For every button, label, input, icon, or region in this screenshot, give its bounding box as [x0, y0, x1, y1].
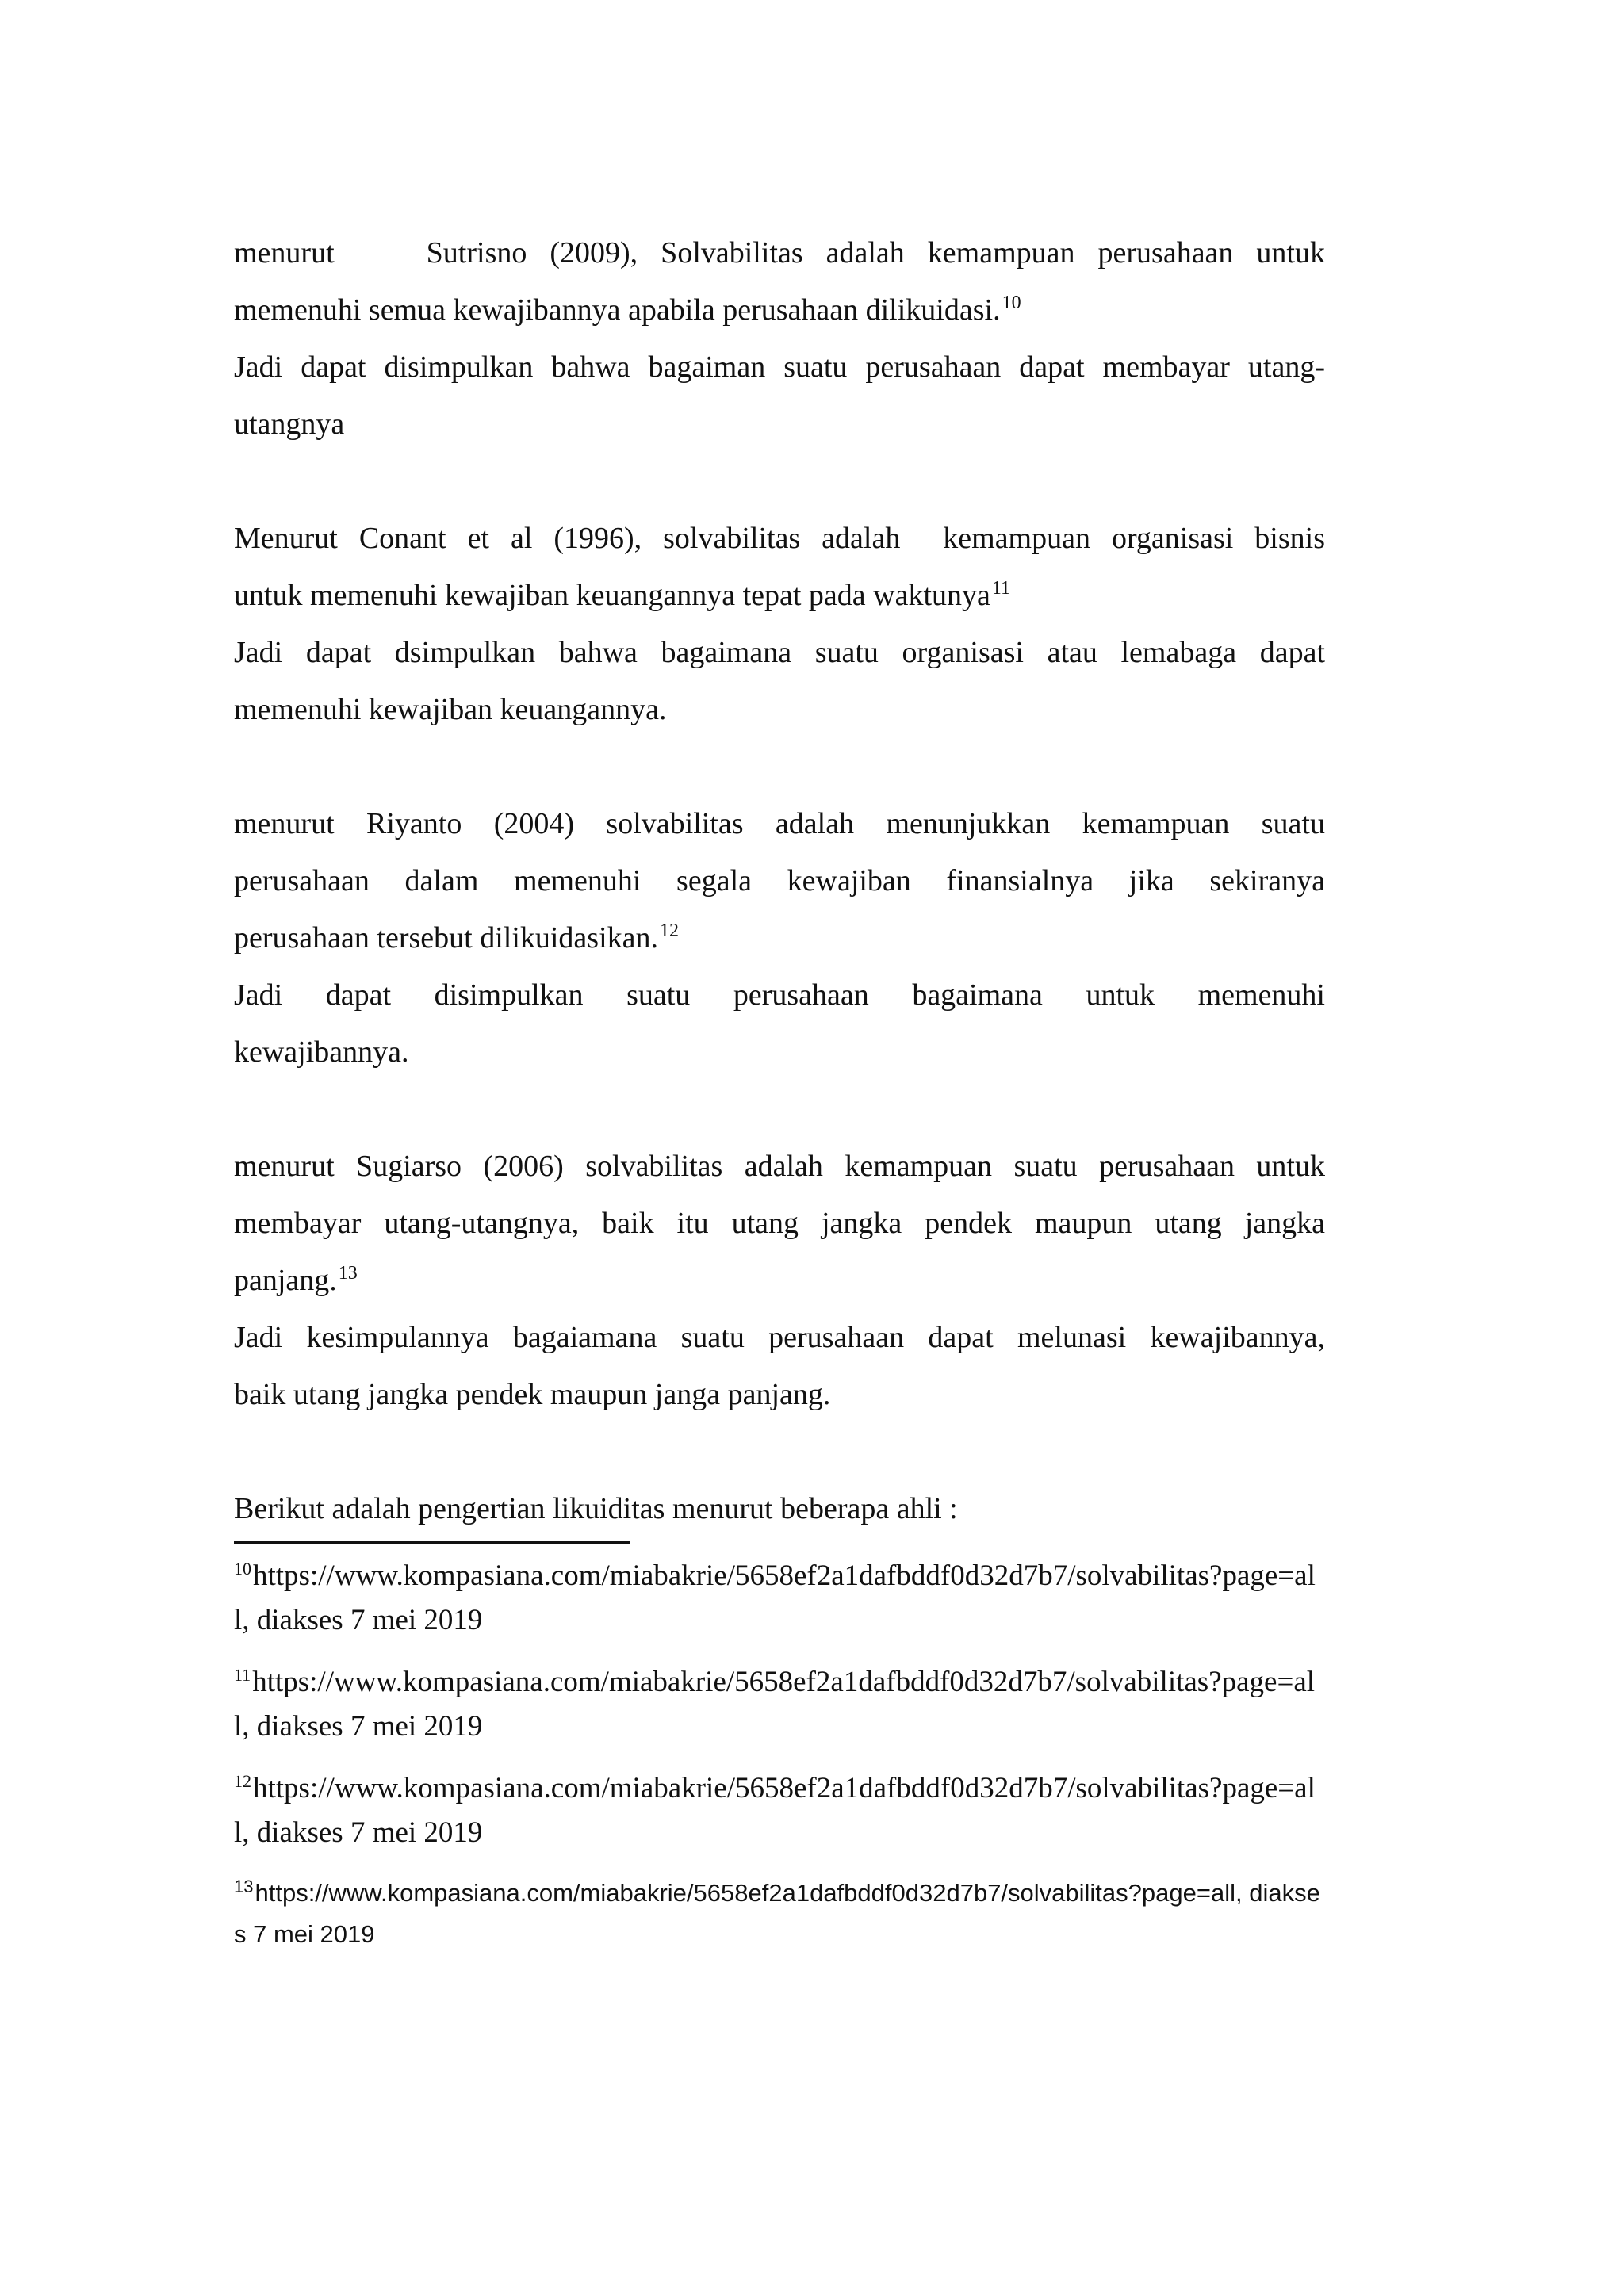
footnote-10	[234, 1554, 1328, 1643]
paragraph-line	[234, 1252, 1325, 1309]
paragraph-line: menurut Riyanto (2004) solvabilitas adalah menunjukkan kemampuan suatu	[234, 807, 1325, 840]
footnote-link[interactable]: https://www.kompasiana.com/miabakrie/5658ef2a1dafbddf0d32d7b7/solvabilitas?page=all, diakses 7 mei 2019	[234, 1879, 1320, 1948]
footnote-divider	[234, 1541, 630, 1544]
footnote-number: 10	[234, 1558, 251, 1578]
paragraph-line: Menurut Conant et al (1996), solvabilitas adalah kemampuan organisasi bisnis	[234, 522, 1325, 555]
paragraph-line: perusahaan dalam memenuhi segala kewajiban finansialnya jika sekiranya	[234, 864, 1325, 897]
paragraph-spacer	[234, 738, 1325, 795]
paragraph-line	[234, 281, 1325, 339]
conclusion-line: memenuhi kewajiban keuangannya.	[234, 693, 667, 726]
paragraph-sutrisno	[234, 224, 1325, 453]
paragraph-line-text: untuk memenuhi kewajiban keuangannya tepat pada waktunya	[234, 579, 990, 612]
paragraph-conant	[234, 510, 1325, 738]
paragraph-line: menurut Sugiarso (2006) solvabilitas adalah kemampuan suatu perusahaan untuk	[234, 1150, 1325, 1183]
paragraph-line-text: panjang.	[234, 1264, 337, 1297]
footnote-link[interactable]: https://www.kompasiana.com/miabakrie/5658ef2a1dafbddf0d32d7b7/solvabilitas?page=all, diakses 7 mei 2019	[234, 1772, 1316, 1849]
closing-line: Berikut adalah pengertian likuiditas menurut beberapa ahli :	[234, 1492, 958, 1525]
footnote-number: 13	[234, 1876, 254, 1896]
conclusion-line: Jadi kesimpulannya bagaiamana suatu perusahaan dapat melunasi kewajibannya,	[234, 1321, 1325, 1354]
paragraph-riyanto	[234, 795, 1325, 1081]
footnote-number: 11	[234, 1664, 251, 1685]
footnote-13	[234, 1873, 1328, 1955]
body-text	[234, 224, 1325, 1537]
conclusion-line: utangnya	[234, 408, 345, 441]
conclusion-line: Jadi dapat disimpulkan bahwa bagaiman suatu perusahaan dapat membayar utang-	[234, 350, 1325, 384]
footnote-link[interactable]: https://www.kompasiana.com/miabakrie/5658ef2a1dafbddf0d32d7b7/solvabilitas?page=all, diakses 7 mei 2019	[234, 1559, 1316, 1636]
footnote-11	[234, 1660, 1328, 1749]
conclusion-line: Jadi dapat disimpulkan suatu perusahaan bagaimana untuk memenuhi	[234, 978, 1325, 1012]
footnote-reference: 12	[660, 920, 680, 942]
footnote-link[interactable]: https://www.kompasiana.com/miabakrie/5658ef2a1dafbddf0d32d7b7/solvabilitas?page=all, diakses 7 mei 2019	[234, 1666, 1316, 1743]
paragraph-line	[234, 567, 1325, 624]
conclusion-line: Jadi dapat dsimpulkan bahwa bagaimana suatu organisasi atau lemabaga dapat	[234, 636, 1325, 669]
paragraph-spacer	[234, 1423, 1325, 1480]
footnote-reference: 10	[1002, 293, 1021, 314]
paragraph-spacer	[234, 453, 1325, 510]
paragraph-sugiarso	[234, 1138, 1325, 1423]
footnotes	[234, 1554, 1328, 1973]
conclusion-line: baik utang jangka pendek maupun janga panjang.	[234, 1378, 831, 1411]
paragraph-line: membayar utang-utangnya, baik itu utang jangka pendek maupun utang jangka	[234, 1207, 1325, 1240]
footnote-12	[234, 1766, 1328, 1855]
paragraph-line	[234, 909, 1325, 966]
paragraph-line-text: memenuhi semua kewajibannya apabila perusahaan dilikuidasi.	[234, 293, 1001, 327]
paragraph-line: menurut Sutrisno (2009), Solvabilitas adalah kemampuan perusahaan untuk	[234, 236, 1325, 270]
conclusion-line: kewajibannya.	[234, 1035, 409, 1069]
footnote-reference: 13	[338, 1263, 358, 1284]
paragraph-line-text: perusahaan tersebut dilikuidasikan.	[234, 921, 659, 955]
footnote-number: 12	[234, 1770, 251, 1791]
paragraph-spacer	[234, 1081, 1325, 1138]
footnote-reference: 11	[991, 578, 1011, 599]
